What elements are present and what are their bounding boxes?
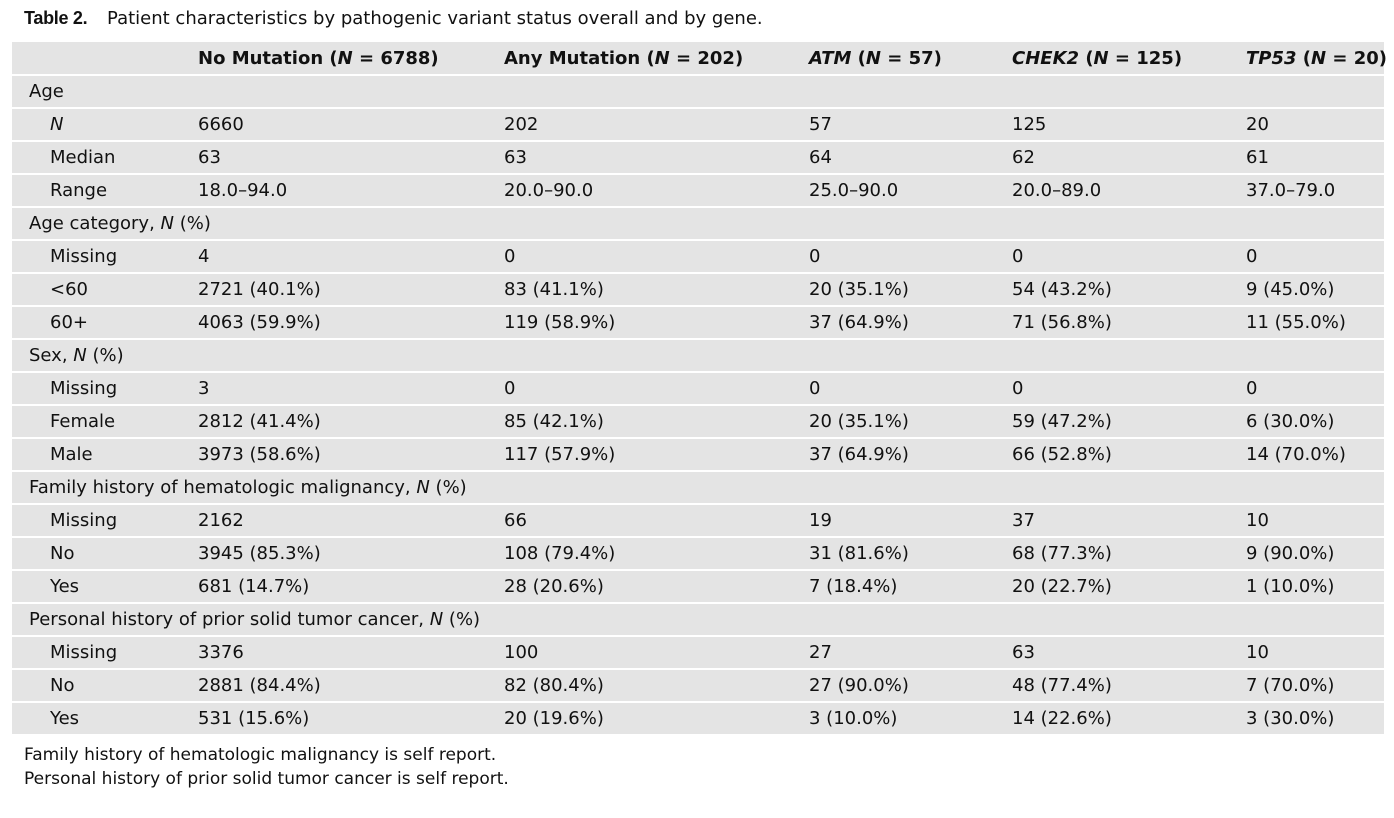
section-label-text: Sex, <box>29 345 74 366</box>
row-label: 60+ <box>12 305 198 338</box>
table-cell: 18.0–94.0 <box>198 173 504 206</box>
table-cell: 0 <box>1246 239 1384 272</box>
section-label-suffix: (%) <box>443 609 481 630</box>
table-cell: 6 (30.0%) <box>1246 404 1384 437</box>
table-cell: 20 <box>1246 107 1384 140</box>
table-cell: 37.0–79.0 <box>1246 173 1384 206</box>
header-n-symbol: N <box>1093 47 1109 69</box>
table-cell: 3376 <box>198 635 504 668</box>
table-cell: 3 (10.0%) <box>809 701 1012 734</box>
table-cell: 0 <box>504 239 809 272</box>
table-cell: 37 (64.9%) <box>809 305 1012 338</box>
table-caption <box>24 4 763 32</box>
row-label: Missing <box>12 503 198 536</box>
header-cell-blank <box>12 42 198 74</box>
table-cell: 125 <box>1012 107 1246 140</box>
table-cell: 6660 <box>198 107 504 140</box>
table-cell: 25.0–90.0 <box>809 173 1012 206</box>
header-cell-5 <box>1246 42 1387 74</box>
table-cell: 31 (81.6%) <box>809 536 1012 569</box>
table-cell: 117 (57.9%) <box>504 437 809 470</box>
section-header-row <box>12 338 1384 371</box>
header-text: Any Mutation ( <box>504 47 655 69</box>
section-label-text: Age category, <box>29 213 161 234</box>
table-cell: 100 <box>504 635 809 668</box>
header-gene-name: CHEK2 <box>1012 47 1080 69</box>
row-label: Female <box>12 404 198 437</box>
header-count: = 57) <box>880 47 942 69</box>
table-cell: 9 (45.0%) <box>1246 272 1384 305</box>
table-cell: 19 <box>809 503 1012 536</box>
section-label <box>12 602 1384 635</box>
table-row <box>12 173 1384 206</box>
footnote: Personal history of prior solid tumor cancer is self report. <box>24 769 509 789</box>
table-cell: 3945 (85.3%) <box>198 536 504 569</box>
table-cell: 82 (80.4%) <box>504 668 809 701</box>
row-label: <60 <box>12 272 198 305</box>
table-cell: 85 (42.1%) <box>504 404 809 437</box>
table-cell: 20 (19.6%) <box>504 701 809 734</box>
table-cell: 2721 (40.1%) <box>198 272 504 305</box>
section-label-suffix: (%) <box>429 477 467 498</box>
table-row <box>12 239 1384 272</box>
table-row <box>12 140 1384 173</box>
table-cell: 37 (64.9%) <box>809 437 1012 470</box>
table-cell: 0 <box>504 371 809 404</box>
section-label-n: N <box>416 477 430 498</box>
table-cell: 68 (77.3%) <box>1012 536 1246 569</box>
section-label-text: Age <box>29 81 64 102</box>
header-count: = 20) <box>1326 47 1387 69</box>
table-cell: 0 <box>809 239 1012 272</box>
table-cell: 27 <box>809 635 1012 668</box>
table-cell: 0 <box>809 371 1012 404</box>
table-cell: 14 (70.0%) <box>1246 437 1384 470</box>
header-n-symbol: N <box>865 47 881 69</box>
section-header-row <box>12 206 1384 239</box>
table-title: Patient characteristics by pathogenic variant status overall and by gene. <box>107 8 763 29</box>
header-count: = 125) <box>1108 47 1183 69</box>
table-cell: 681 (14.7%) <box>198 569 504 602</box>
section-label-suffix: (%) <box>174 213 211 234</box>
table-row <box>12 635 1384 668</box>
row-label: N <box>12 107 198 140</box>
patient-characteristics-table <box>12 42 1387 734</box>
header-cell-3 <box>809 42 1012 74</box>
table-cell: 63 <box>198 140 504 173</box>
table-row <box>12 569 1384 602</box>
row-label: Missing <box>12 371 198 404</box>
row-label: Range <box>12 173 198 206</box>
table-cell: 108 (79.4%) <box>504 536 809 569</box>
section-label-text: Personal history of prior solid tumor cancer, <box>29 609 430 630</box>
table-row <box>12 371 1384 404</box>
header-count: = 202) <box>669 47 744 69</box>
table-row <box>12 107 1384 140</box>
section-label-n: N <box>160 213 174 234</box>
table-cell: 20 (35.1%) <box>809 404 1012 437</box>
header-cell-1 <box>198 42 504 74</box>
table-cell: 20 (35.1%) <box>809 272 1012 305</box>
section-label-text: Family history of hematologic malignancy, <box>29 477 417 498</box>
table-cell: 0 <box>1012 371 1246 404</box>
table-cell: 37 <box>1012 503 1246 536</box>
row-label: Male <box>12 437 198 470</box>
table-cell: 27 (90.0%) <box>809 668 1012 701</box>
table-header-row <box>12 42 1384 74</box>
table-cell: 59 (47.2%) <box>1012 404 1246 437</box>
table-cell: 20.0–90.0 <box>504 173 809 206</box>
table-cell: 10 <box>1246 503 1384 536</box>
table-cell: 54 (43.2%) <box>1012 272 1246 305</box>
header-text: ( <box>1079 47 1094 69</box>
section-label <box>12 470 1384 503</box>
table-row <box>12 668 1384 701</box>
table-cell: 48 (77.4%) <box>1012 668 1246 701</box>
table-cell: 71 (56.8%) <box>1012 305 1246 338</box>
table-label: Table 2. <box>24 8 88 28</box>
table-row <box>12 437 1384 470</box>
table-cell: 3 <box>198 371 504 404</box>
table-row <box>12 503 1384 536</box>
section-header-row <box>12 602 1384 635</box>
header-n-symbol: N <box>1311 47 1327 69</box>
table-cell: 62 <box>1012 140 1246 173</box>
table-cell: 66 (52.8%) <box>1012 437 1246 470</box>
row-label: No <box>12 668 198 701</box>
table-cell: 1 (10.0%) <box>1246 569 1384 602</box>
section-label-n: N <box>73 345 87 366</box>
table-cell: 64 <box>809 140 1012 173</box>
table-cell: 3 (30.0%) <box>1246 701 1384 734</box>
header-gene-name: TP53 <box>1246 47 1297 69</box>
header-n-symbol: N <box>337 47 353 69</box>
header-text: ( <box>1296 47 1312 69</box>
table-cell: 4063 (59.9%) <box>198 305 504 338</box>
table-cell: 7 (70.0%) <box>1246 668 1384 701</box>
table-cell: 2881 (84.4%) <box>198 668 504 701</box>
row-label: Missing <box>12 635 198 668</box>
table-cell: 61 <box>1246 140 1384 173</box>
section-header-row <box>12 74 1384 107</box>
table-row <box>12 404 1384 437</box>
section-label-n: N <box>429 609 444 630</box>
header-cell-2 <box>504 42 809 74</box>
table-cell: 63 <box>504 140 809 173</box>
row-label: Missing <box>12 239 198 272</box>
table-row <box>12 272 1384 305</box>
section-header-row <box>12 470 1384 503</box>
header-count: = 6788) <box>352 47 439 69</box>
table-cell: 14 (22.6%) <box>1012 701 1246 734</box>
row-label: Yes <box>12 701 198 734</box>
table-cell: 119 (58.9%) <box>504 305 809 338</box>
table-cell: 10 <box>1246 635 1384 668</box>
table-cell: 0 <box>1012 239 1246 272</box>
table-cell: 11 (55.0%) <box>1246 305 1384 338</box>
table-body <box>12 74 1384 734</box>
section-label <box>12 206 1384 239</box>
header-n-symbol: N <box>654 47 670 69</box>
table-cell: 202 <box>504 107 809 140</box>
table-cell: 63 <box>1012 635 1246 668</box>
row-label: No <box>12 536 198 569</box>
table-row <box>12 305 1384 338</box>
row-label: Yes <box>12 569 198 602</box>
table-row <box>12 701 1384 734</box>
table-cell: 2162 <box>198 503 504 536</box>
header-text: ( <box>851 47 866 69</box>
section-label-suffix: (%) <box>86 345 124 366</box>
table-cell: 9 (90.0%) <box>1246 536 1384 569</box>
table-cell: 0 <box>1246 371 1384 404</box>
footnote: Family history of hematologic malignancy is self report. <box>24 745 497 765</box>
table-cell: 531 (15.6%) <box>198 701 504 734</box>
table-cell: 20.0–89.0 <box>1012 173 1246 206</box>
table-cell: 3973 (58.6%) <box>198 437 504 470</box>
section-label <box>12 74 1384 107</box>
header-gene-name: ATM <box>809 47 852 69</box>
table-cell: 7 (18.4%) <box>809 569 1012 602</box>
table-cell: 4 <box>198 239 504 272</box>
table-cell: 66 <box>504 503 809 536</box>
table-cell: 57 <box>809 107 1012 140</box>
table-cell: 2812 (41.4%) <box>198 404 504 437</box>
table-cell: 83 (41.1%) <box>504 272 809 305</box>
section-label <box>12 338 1384 371</box>
header-cell-4 <box>1012 42 1246 74</box>
row-label: Median <box>12 140 198 173</box>
header-text: No Mutation ( <box>198 47 338 69</box>
table-cell: 28 (20.6%) <box>504 569 809 602</box>
table-row <box>12 536 1384 569</box>
table-cell: 20 (22.7%) <box>1012 569 1246 602</box>
